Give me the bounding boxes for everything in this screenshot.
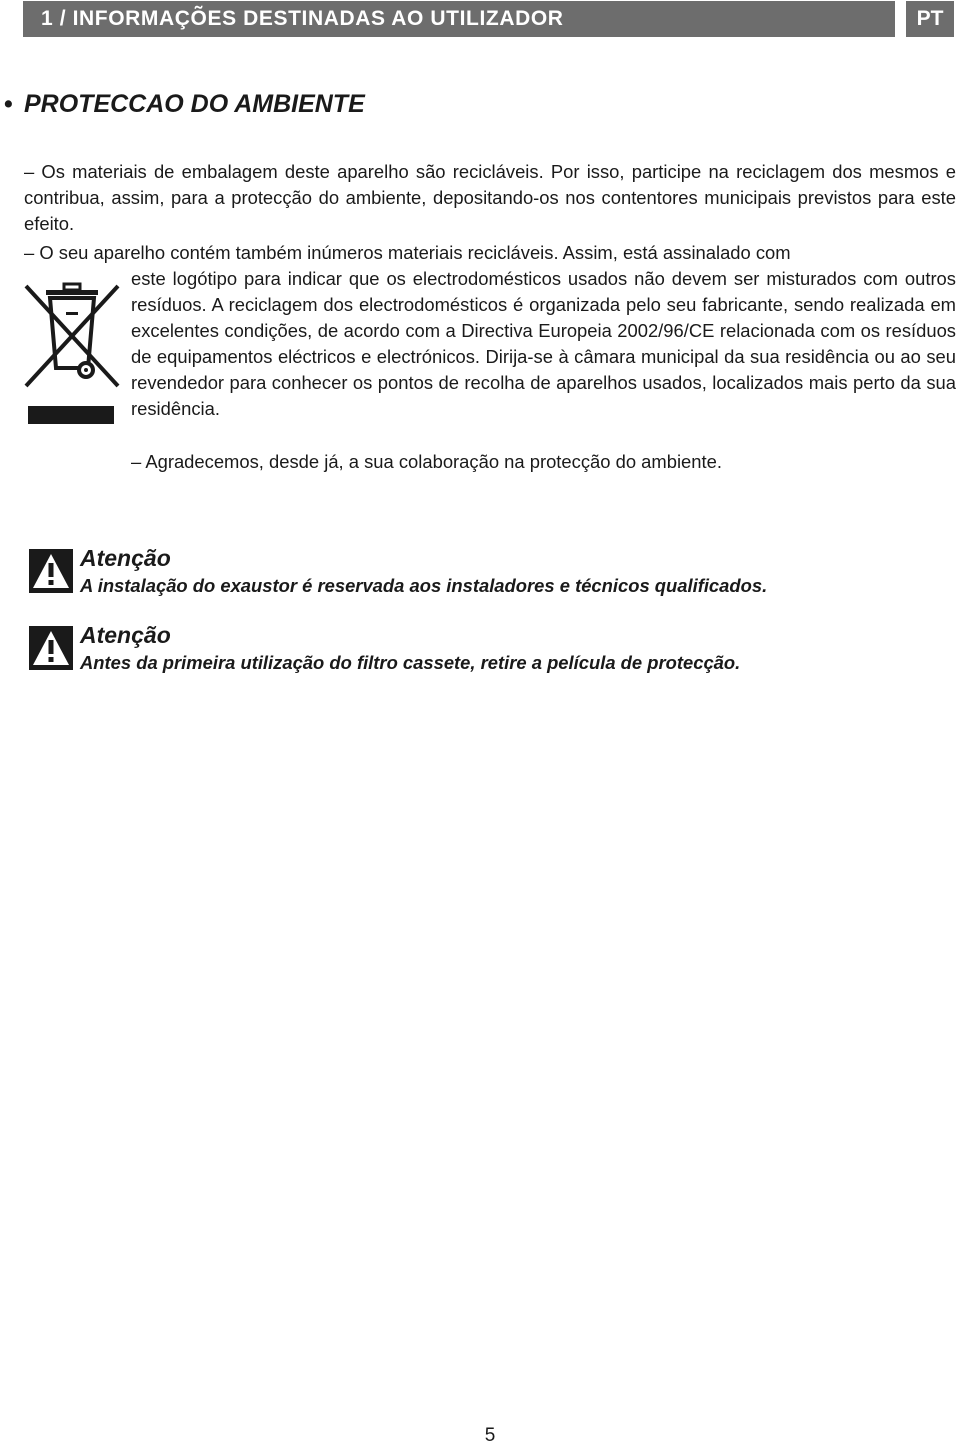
- warning-triangle-icon: [29, 549, 73, 593]
- warning-title: Atenção: [80, 622, 171, 648]
- section-header: [23, 1, 895, 37]
- warning-title: Atenção: [80, 545, 171, 571]
- section-title: [4, 90, 365, 119]
- page-number: 5: [484, 1425, 496, 1446]
- paragraph-recyclable-body: este logótipo para indicar que os electrodomésticos usados não devem ser misturados com outros resíduos. A reciclagem dos electrodomésticos é organizada pelo seu fabricante, sendo realizada em excelentes condições, de acordo com a Directiva Europeia 2002/96/CE relacionada com os resíduos de equipamentos eléctricos e electrónicos. Dirija-se à câmara municipal da sua residência ou ao seu revendedor para conhecer os pontos de recolha de aparelhos usados, localizados mais perto da sua residência.: [131, 268, 956, 419]
- warning-text: Antes da primeira utilização do filtro cassete, retire a película de protecção.: [80, 652, 741, 673]
- language-code: PT: [916, 7, 944, 30]
- weee-icon: [22, 278, 122, 428]
- warning-triangle-icon: [29, 626, 73, 670]
- paragraph-recyclable-lead: – O seu aparelho contém também inúmeros materiais recicláveis. Assim, está assinalado com: [24, 242, 791, 263]
- section-header-title: 1 / INFORMAÇÕES DESTINADAS AO UTILIZADOR: [41, 7, 564, 30]
- section-bullet: •: [4, 90, 13, 118]
- paragraph-packaging: – Os materiais de embalagem deste aparelho são recicláveis. Por isso, participe na reciclagem dos mesmos e contribua, assim, para a protecção do ambiente, depositando-os nos contentores municipais previstos para este efeito.: [24, 161, 956, 234]
- warning-text: A instalação do exaustor é reservada aos instaladores e técnicos qualificados.: [80, 575, 768, 596]
- section-title-text: PROTECCAO DO AMBIENTE: [24, 90, 365, 118]
- paragraph-thanks: – Agradecemos, desde já, a sua colaboração na protecção do ambiente.: [131, 451, 722, 472]
- language-badge: [906, 1, 954, 37]
